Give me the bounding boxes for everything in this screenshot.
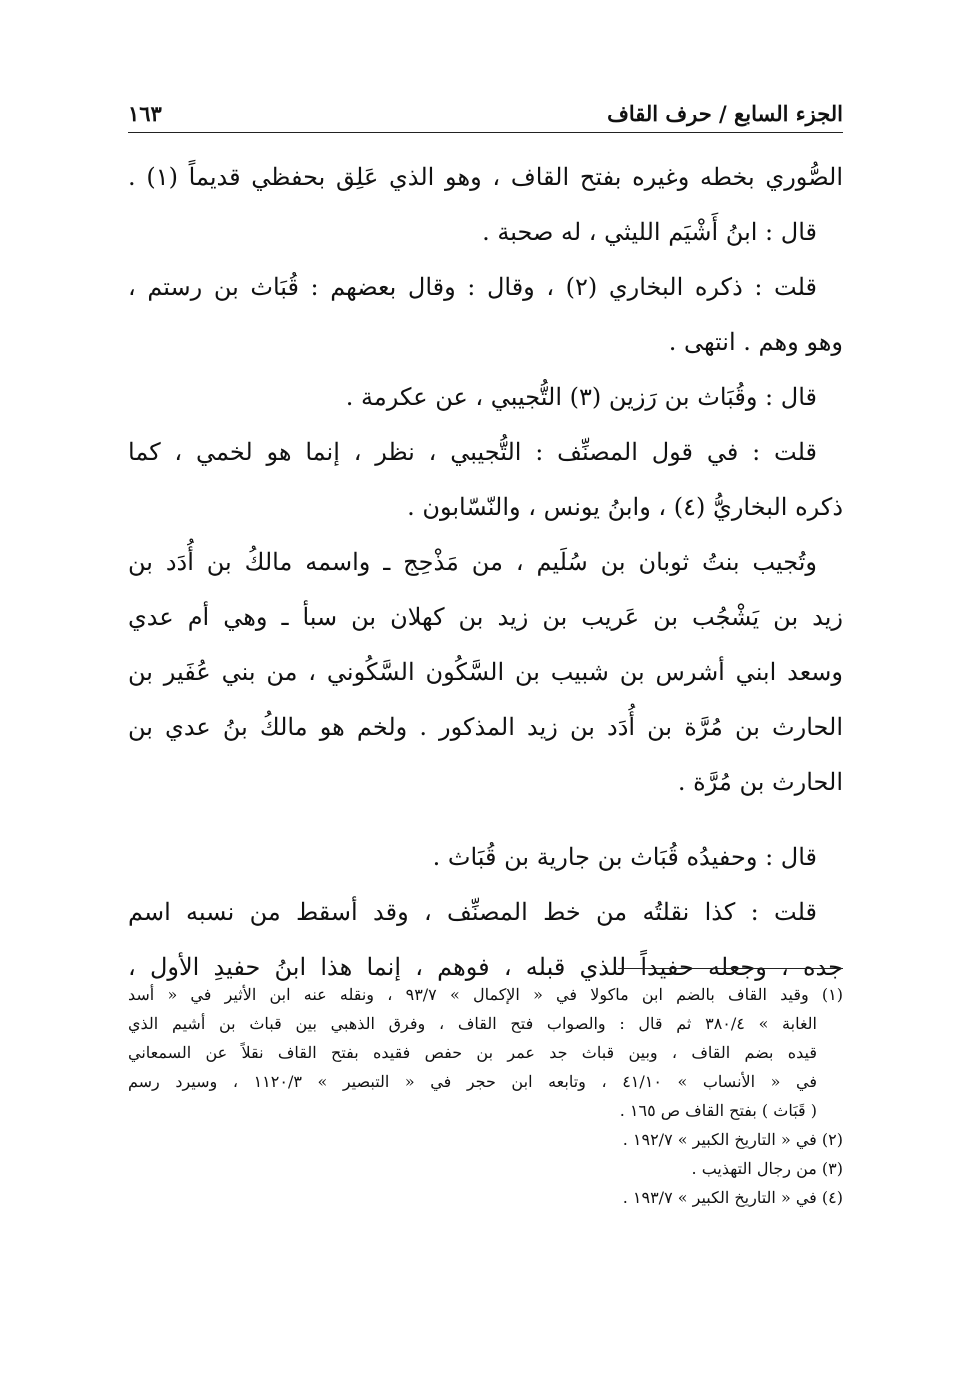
body-line: الحارث بن مُرَّة بن أُدَد بن زيد المذكور . ولخم هو مالكُ بنُ عدي بن: [128, 713, 843, 741]
body-line: زيد بن يَشْجُب بن عَريب بن زيد بن كهلان بن سبأ ـ وهي أم عدي: [128, 603, 843, 631]
footnote-line: في « الأنساب » ٤١/١٠ ، وتابعه ابن حجر في « التبصير » ١١٢٠/٣ ، وسيرد رسم: [128, 1072, 818, 1091]
body-line: قال : ابنُ أَشْيَم الليثي ، له صحبة .: [482, 218, 817, 246]
footnote-line: قيده بضم القاف ، وبين قباث جد عمر بن حفص فقيده بفتح القاف نقلاً عن السمعاني: [128, 1043, 817, 1062]
footnote-rule: [618, 968, 843, 969]
body-line: جده ، وجعله حفيداً للذي قبله ، فوهم ، إنما هذا ابنُ حفيدِ الأول ،: [128, 953, 843, 981]
footnote-line: (٢) في « التاريخ الكبير » ١٩٢/٧ .: [622, 1130, 843, 1149]
body-line: قلت : في قول المصنِّف : التُّجيبي ، نظر ، إنما هو لخمي ، كما: [128, 438, 817, 466]
body-line: قال : وقُبَاث بن رَزين (٣) التُّجيبي ، عن عكرمة .: [345, 383, 817, 411]
footnote-line: (٣) من رجال التهذيب .: [691, 1159, 843, 1178]
page-number: ١٦٣: [128, 101, 162, 126]
running-title: الجزء السابع / حرف القاف: [607, 101, 843, 126]
body-line: الحارث بن مُرَّة .: [677, 768, 843, 796]
body-line: قال : وحفيدُه قُبَاث بن جارية بن قُبَاث .: [432, 843, 817, 871]
footnote-line: الغابة » ٣٨٠/٤ ثم قال : والصواب فتح القاف ، وفرق الذهبي بين قباث بن أشيم الذي: [128, 1014, 818, 1033]
body-line: قلت : ذكره البخاري (٢) ، وقال : وقال بعضهم : قُبَاث بن رستم ،: [128, 273, 818, 301]
footnote-line: (١) وقيد القاف بالضم ابن ماكولا في « الإكمال » ٩٣/٧ ، ونقله عنه ابن الأثير في « أسد: [128, 985, 843, 1004]
body-line: ذكره البخاريُّ (٤) ، وابنُ يونس ، والنّسّابون .: [407, 493, 843, 521]
body-line: قلت : كذا نقلتُه من خط المصنِّف ، وقد أسقط من نسبه اسم: [128, 898, 817, 926]
body-line: وتُجيب بنتُ ثوبان بن سُلَيم ، من مَذْحِج ـ واسمه مالكُ بن أُدَد بن: [128, 548, 817, 576]
body-line: وسعد ابني أشرس بن شبيب بن السَّكُون السَّكُوني ، من بني عُفَير بن: [128, 658, 843, 686]
page-header: [128, 86, 843, 126]
footnote-line: (٤) في « التاريخ الكبير » ١٩٣/٧ .: [622, 1188, 843, 1207]
body-line: الصُّوري بخطه وغيره بفتح القاف ، وهو الذي عَلِق بحفظي قديماً (١) .: [128, 163, 843, 191]
body-text: [128, 150, 843, 995]
footnote-line: ( قَبَاث ) بفتح القاف ص ١٦٥ .: [619, 1101, 817, 1120]
footnotes: [128, 980, 843, 1212]
body-line: وهو وهم . انتهى .: [668, 328, 843, 356]
header-rule: [128, 132, 843, 133]
